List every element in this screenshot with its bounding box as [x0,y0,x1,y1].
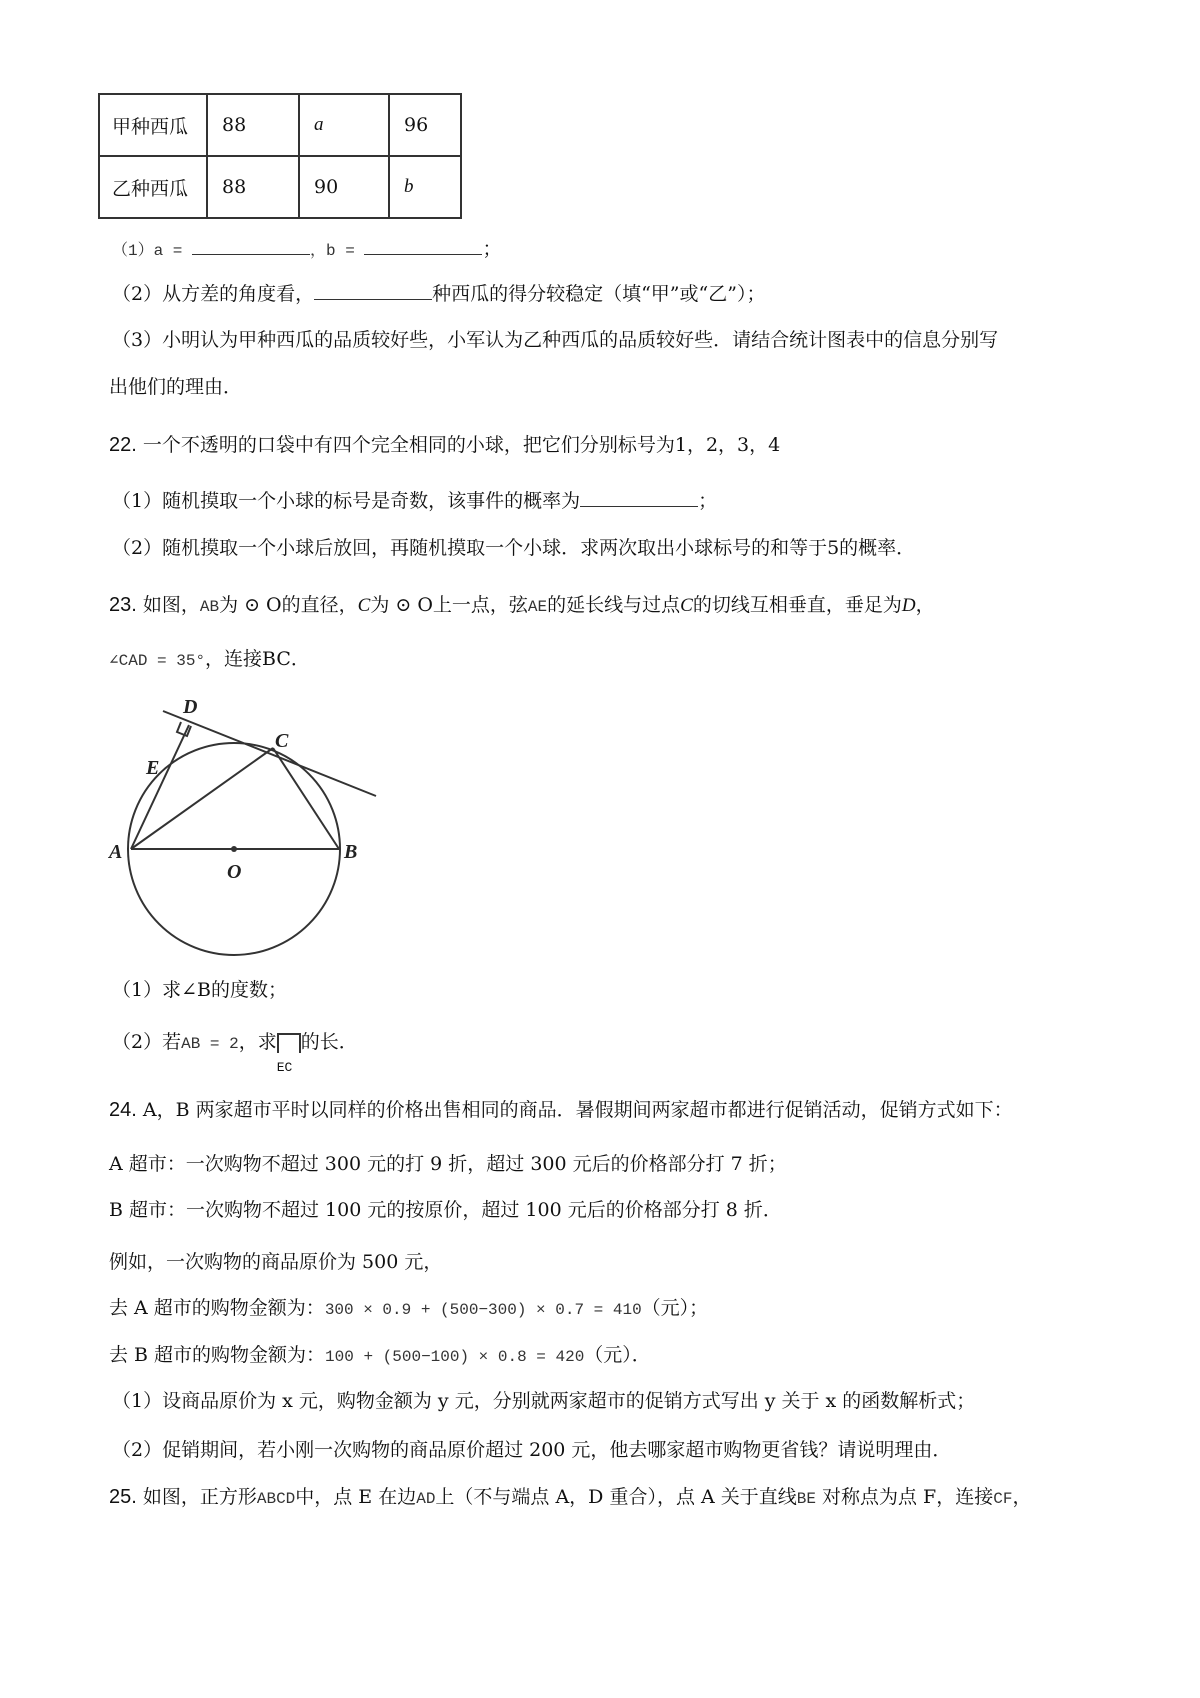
text: 的切线互相垂直，垂足为 [692,594,902,616]
text: （元）； [641,1297,709,1319]
q22-part1 [112,488,717,514]
q23-part2 [112,1029,358,1075]
text: 一个不透明的口袋中有四个完全相同的小球，把它们分别标号为1，2，3，4 [136,434,781,456]
q23-stem-cont [109,646,310,674]
text: 的延长线与过点 [547,594,681,616]
text: C [357,595,371,616]
text: ， [1012,1486,1032,1508]
label-e: E [146,757,160,779]
q24-part2: （2）促销期间，若小刚一次购物的商品原价超过 200 元，他去哪家超市购物更省钱？请说明理由． [112,1439,952,1461]
text: A，B 两家超市平时以同样的价格出售相同的商品．暑假期间两家超市都进行促销活动，促销方式如下： [136,1099,1013,1121]
tangent-line [163,711,376,796]
table-cell: 甲种西瓜 [99,94,207,156]
q24-rule-b: B 超市：一次购物不超过 100 元的按原价，超过 100 元后的价格部分打 8 折． [109,1199,782,1221]
q24-example: 例如，一次购物的商品原价为 500 元， [109,1251,443,1273]
text: 的长． [300,1031,358,1053]
text: （2）若 [112,1031,182,1053]
text: AB [199,598,220,616]
question-number: 22. [109,434,137,456]
label-o: O [227,861,242,883]
q21-part3-cont: 出他们的理由． [109,376,243,398]
text: 为 ⊙ O的直径， [219,594,358,616]
segment-ad [131,725,189,849]
text: （1）随机摸取一个小球的标号是奇数，该事件的概率为 [112,490,581,512]
table-cell: 乙种西瓜 [99,156,207,218]
text: 上（不与端点 A，D 重合），点 A 关于直线 [435,1486,797,1508]
q22-stem [109,432,780,458]
table-cell: b [389,156,461,218]
text: 中，点 E 在边 [295,1486,417,1508]
text: CF [993,1490,1013,1508]
answer-blank [364,236,482,255]
table-row [99,94,461,156]
q24-stem [109,1097,1013,1123]
text: 300 × 0.9 + (500−300) × 0.7 = 410 [324,1301,642,1319]
q24-part1: （1）设商品原价为 x 元，购物金额为 y 元，分别就两家超市的促销方式写出 y 关于 x 的函数解析式； [112,1390,976,1412]
text: 如图， [136,594,200,616]
text: ； [698,490,718,512]
text: 为 ⊙ O上一点，弦 [370,594,528,616]
text: BE [796,1490,816,1508]
table-cell: a [299,94,389,156]
segment-bc [273,748,339,849]
label-c: C [275,730,289,752]
text: ABCD [256,1490,296,1508]
q24-example-b [109,1342,651,1370]
question-number: 25. [109,1486,137,1508]
q22-part2: （2）随机摸取一个小球后放回，再随机摸取一个小球．求两次取出小球标号的和等于5的概率． [112,537,916,559]
table-cell: 90 [299,156,389,218]
text: 种西瓜的得分较稳定（填“甲”或“乙”）； [432,283,766,305]
text: ，b = [310,242,365,260]
text: 100 + (500−100) × 0.8 = 420 [325,1348,585,1366]
answer-blank [580,488,698,507]
arc-label: EC [276,1060,293,1075]
q23-part1: （1）求∠B的度数； [112,979,287,1001]
table-row [99,156,461,218]
question-number: 23. [109,594,137,616]
q25-stem [109,1484,1031,1512]
score-table [98,93,462,219]
text: （2）从方差的角度看， [112,283,315,305]
text: 对称点为点 F，连接 [815,1486,994,1508]
segment-ac [131,748,273,849]
answer-blank [192,236,310,255]
q24-example-a [109,1295,708,1323]
text: ，求 [238,1031,277,1053]
text: 去 B 超市的购物金额为： [109,1344,326,1366]
table-cell: 88 [207,156,299,218]
label-d: D [183,696,198,718]
right-angle-mark [177,722,191,736]
text: ，连接BC． [205,648,310,670]
q23-stem [109,592,935,620]
label-a: A [109,841,123,863]
question-number: 24. [109,1099,137,1121]
center-point [231,846,237,852]
q24-rule-a: A 超市：一次购物不超过 300 元的打 9 折，超过 300 元后的价格部分打 7 折； [109,1153,787,1175]
text: ∠CAD = 35° [109,652,206,670]
text: ， [915,594,935,616]
text: AE [527,598,548,616]
text: AD [416,1490,436,1508]
text: ； [482,238,502,260]
q21-part1 [112,236,501,264]
table-cell: 88 [207,94,299,156]
q21-part3: （3）小明认为甲种西瓜的品质较好些，小军认为乙种西瓜的品质较好些．请结合统计图表中的信息分别写 [112,329,999,351]
text: AB = 2 [181,1035,239,1053]
answer-blank [314,281,432,300]
text: （元）． [584,1344,651,1366]
text: （1）a = [112,242,193,260]
table-cell: 96 [389,94,461,156]
text: C [680,595,693,616]
text: 如图，正方形 [136,1486,257,1508]
circle-o [128,743,340,955]
arc-symbol [276,1033,301,1075]
q21-part2 [112,281,765,307]
label-b: B [344,841,358,863]
text: D [901,595,916,616]
text: 去 A 超市的购物金额为： [109,1297,325,1319]
